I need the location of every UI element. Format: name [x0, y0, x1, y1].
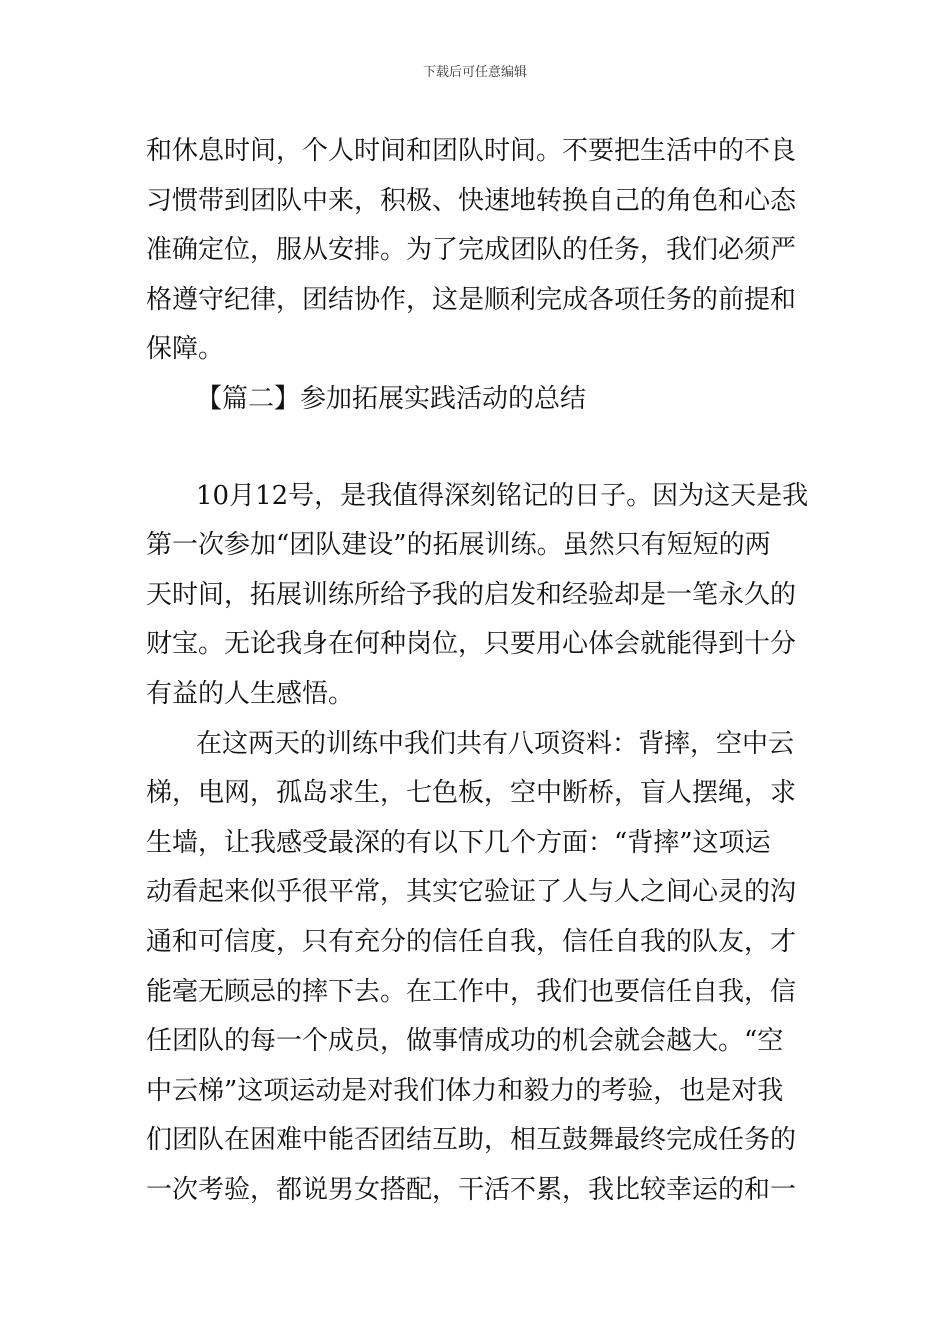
section-heading	[146, 375, 811, 425]
text-line: 梯，电网，孤岛求生，七色板，空中断桥，盲人摆绳，求	[146, 778, 797, 809]
document-body	[146, 127, 811, 1215]
text-line: 生墙，让我感受最深的有以下几个方面：“背摔”这项运	[146, 827, 771, 858]
text-line: 天时间，拓展训练所给予我的启发和经验却是一笔永久的	[146, 579, 797, 610]
page-header: 下载后可任意编辑	[422, 65, 527, 80]
paragraph	[146, 472, 811, 720]
text-line: 一次考验，都说男女搭配，干活不累，我比较幸运的和一	[146, 1174, 797, 1205]
text-line: 任团队的每一个成员，做事情成功的机会就会越大。“空	[146, 1026, 784, 1057]
text-line: 财宝。无论我身在何种岗位，只要用心体会就能得到十分	[146, 629, 797, 660]
text-line: 动看起来似乎很平常，其实它验证了人与人之间心灵的沟	[146, 877, 797, 908]
text-line: 格遵守纪律，团结协作，这是顺利完成各项任务的前提和	[146, 284, 797, 315]
paragraph-spacer	[146, 425, 811, 472]
text-line: 在这两天的训练中我们共有八项资料：背摔，空中云	[196, 728, 795, 759]
text-line: 【篇二】参加拓展实践活动的总结	[196, 383, 587, 414]
text-line: 和休息时间，个人时间和团队时间。不要把生活中的不良	[146, 136, 797, 166]
text-line: 习惯带到团队中来，积极、快速地转换自己的角色和心态	[146, 185, 797, 216]
text-line: 保障。	[146, 334, 225, 365]
text-line: 有益的人生感悟。	[146, 678, 355, 709]
text-line: 通和可信度，只有充分的信任自我，信任自我的队友，才	[146, 926, 797, 957]
paragraph	[146, 720, 811, 1216]
text-line: 准确定位，服从安排。为了完成团队的任务，我们必须严	[146, 235, 797, 266]
text-line: 中云梯”这项运动是对我们体力和毅力的考验，也是对我	[146, 1075, 784, 1106]
text-line: 们团队在困难中能否团结互助，相互鼓舞最终完成任务的	[146, 1125, 797, 1156]
text-line: 能毫无顾忌的摔下去。在工作中，我们也要信任自我，信	[146, 976, 797, 1007]
text-line: 10月12号，是我值得深刻铭记的日子。因为这天是我	[196, 480, 809, 511]
paragraph	[146, 127, 811, 375]
text-line: 第一次参加“团队建设”的拓展训练。虽然只有短短的两	[146, 530, 771, 561]
